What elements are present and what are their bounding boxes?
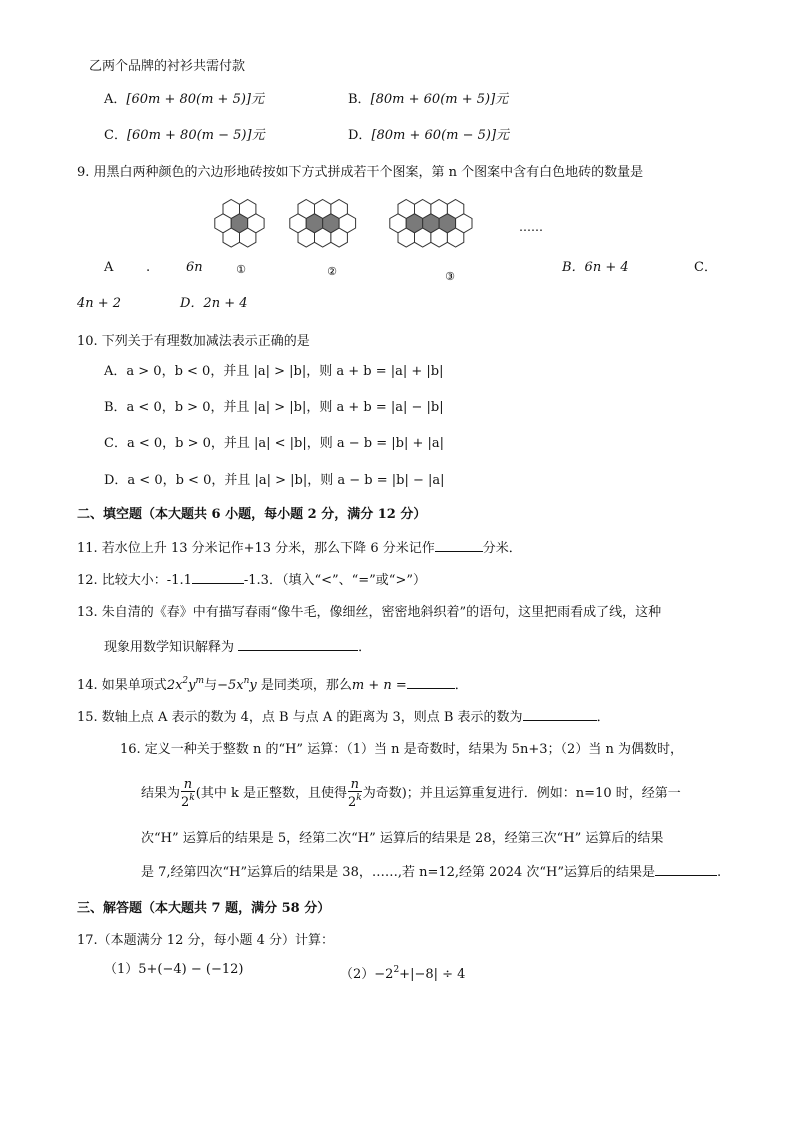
q8-option-a (104, 91, 264, 109)
answer-blank (407, 675, 455, 689)
option-expr: [80m + 60(m − 5)]元 (371, 128, 510, 143)
white-hex-tile (456, 214, 472, 233)
q11-tail: 分米． (482, 541, 522, 556)
q17-p2-tail: +|−8| ÷ 4 (399, 967, 466, 982)
figure-label-2: ② (327, 265, 337, 278)
q10-option-c: C．a < 0，b > 0，并且 |a| < |b|，则 a − b = |b| + |a| (104, 436, 445, 451)
exponent: m (195, 676, 205, 686)
q12 (77, 570, 426, 590)
q10-option-d: D．a < 0，b < 0，并且 |a| > |b|，则 a − b = |b| − |a| (104, 473, 445, 488)
black-hex-tile (439, 214, 456, 233)
option-expr: [80m + 60(m + 5)]元 (370, 92, 509, 107)
q9-option-c-letter: C． (694, 260, 717, 275)
option-expr: [60m + 80(m + 5)]元 (126, 92, 265, 107)
figure-label-3: ③ (445, 270, 455, 283)
option-letter: B． (348, 92, 371, 107)
q14-text: 14. 如果单项式 (77, 678, 167, 693)
answer-blank (523, 707, 597, 721)
den-base: 2 (181, 795, 190, 810)
q14 (77, 672, 468, 695)
exponent: n (243, 676, 250, 686)
exponent: 2 (393, 965, 400, 975)
q10-option-b: B．a < 0，b > 0，并且 |a| > |b|，则 a + b = |a| − |b| (104, 400, 444, 415)
black-hex-tile (323, 214, 339, 233)
fraction-denominator (181, 792, 195, 809)
q13-line1: 13. 朱自清的《春》中有描写春雨“像牛毛，像细丝，密密地斜织着”的语句，这里把雨看成了线，这种 (77, 605, 662, 620)
white-hex-tile (290, 214, 306, 233)
q17-stem: 17.（本题满分 12 分，每小题 4 分）计算： (77, 933, 335, 948)
q17-part-2 (340, 961, 465, 984)
ellipsis: …… (519, 220, 543, 234)
q9-stem: 9. 用黑白两种颜色的六边形地砖按如下方式拼成若干个图案，第 n 个图案中含有白色地砖的数量是 (77, 165, 644, 180)
fraction-numerator: n (181, 778, 195, 792)
answer-blank (192, 570, 244, 584)
section-2-title: 二、填空题（本大题共 6 小题，每小题 2 分，满分 12 分） (77, 507, 427, 522)
white-hex-tile (215, 214, 231, 233)
white-hex-tile (339, 214, 356, 233)
q8-option-d (348, 127, 509, 145)
q8-stem-tail: 乙两个品牌的衬衫共需付款 (89, 59, 246, 74)
section-3-title: 三、解答题（本大题共 7 题，满分 58 分） (77, 901, 331, 916)
fraction-numerator: n (348, 778, 362, 792)
q9-option-a-dot: . (146, 260, 151, 275)
q16-tail: . (717, 865, 722, 880)
q16-text: 是 7,经第四次“H”运算后的结果是 38，……,若 n=12,经第 2024 次“H”运算后的结果是 (141, 865, 656, 880)
white-hex-tile (248, 214, 264, 233)
q16-line3: 次“H” 运算后的结果是 5，经第二次“H” 运算后的结果是 28，经第三次“H” 运算后的结果 (141, 831, 664, 846)
q16-line1: 16. 定义一种关于整数 n 的“H” 运算：（1）当 n 是奇数时，结果为 5n+3；（2）当 n 为偶数时， (120, 742, 683, 757)
q9-option-d: D．2n + 4 (180, 296, 248, 311)
monomial-1: 2x (166, 678, 183, 693)
q16-line4 (141, 862, 721, 882)
option-letter: D． (348, 128, 372, 143)
exponent: 2 (182, 676, 189, 686)
q13-text: 现象用数学知识解释为 (104, 640, 235, 655)
black-hex-tile (406, 214, 423, 233)
sum-expr: m + n = (351, 678, 407, 693)
den-exp: k (189, 793, 195, 803)
q12-text: 12. 比较大小：-1.1 (77, 573, 192, 588)
answer-blank (655, 862, 717, 876)
q9-option-a-letter: A (104, 260, 114, 275)
q9-option-a-expr: 6n (186, 260, 203, 275)
fraction-n-over-2k (181, 778, 195, 809)
q16-text-2: (其中 k 是正整数，且使得 (195, 786, 347, 801)
option-expr: [60m + 80(m − 5)]元 (126, 128, 265, 143)
answer-blank (435, 538, 483, 552)
q14-tail: ． (454, 678, 468, 693)
den-base: 2 (347, 795, 357, 810)
hexagon-tile-figures (210, 195, 560, 285)
q17-p2-text: （2）−2 (340, 967, 394, 982)
black-hex-tile (306, 214, 323, 233)
variable-y: y (249, 678, 257, 693)
answer-blank (238, 637, 358, 651)
q15-text: 15. 数轴上点 A 表示的数为 4，点 B 与点 A 的距离为 3，则点 B 表示的数为 (77, 710, 523, 725)
black-hex-tile (231, 214, 248, 233)
q9-option-b: B．6n + 4 (562, 260, 629, 275)
q16-text-3: 为奇数)；并且运算重复进行．例如：n=10 时，经第一 (362, 786, 681, 801)
q11 (77, 538, 522, 558)
option-letter: A． (104, 92, 127, 107)
black-hex-tile (423, 214, 439, 233)
q17-part-1: （1）5+(−4) − (−12) (104, 962, 244, 977)
q13-tail: ． (358, 640, 372, 655)
q15-tail: ． (596, 710, 610, 725)
q15 (77, 707, 610, 727)
q10-option-a: A．a > 0，b < 0，并且 |a| > |b|，则 a + b = |a| + |b| (104, 364, 444, 379)
q12-tail: -1.3．（填入“<”、“=”或“>”） (243, 573, 426, 588)
q14-text-2: 是同类项，那么 (260, 678, 352, 693)
white-hex-tile (390, 214, 406, 233)
q10-stem: 10. 下列关于有理数加减法表示正确的是 (77, 334, 310, 349)
q16-text: 结果为 (141, 786, 181, 801)
den-exp: k (356, 793, 362, 803)
q8-option-c (104, 127, 265, 145)
q9-option-c-expr: 4n + 2 (77, 296, 122, 311)
fraction-denominator (348, 792, 362, 809)
figure-label-1: ① (236, 263, 246, 276)
q13-line2 (104, 637, 371, 657)
option-letter: C． (104, 128, 127, 143)
q11-text: 11. 若水位上升 13 分米记作+13 分米，那么下降 6 分米记作 (77, 541, 435, 556)
q16-line2 (141, 778, 681, 809)
fraction-n-over-2k (348, 778, 362, 809)
q8-option-b (348, 91, 508, 109)
monomial-2: −5x (217, 678, 244, 693)
variable-y: y (188, 678, 196, 693)
q14-connector: 与 (204, 678, 218, 693)
